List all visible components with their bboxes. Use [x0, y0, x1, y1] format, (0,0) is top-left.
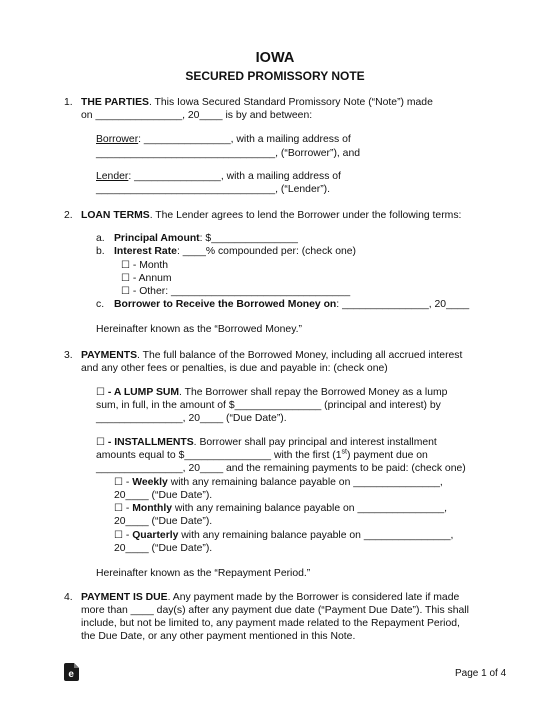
section-2-line-1 [81, 209, 461, 222]
section-2-text-1: . The Lender agrees to lend the Borrower under the following terms: [149, 210, 462, 221]
installments-checkbox-icon[interactable]: ☐ [96, 437, 105, 448]
lump-sum-label: - A LUMP SUM [104, 387, 180, 398]
annum-checkbox-icon[interactable]: ☐ [121, 273, 130, 284]
interest-rate-line [114, 245, 356, 258]
borrower-line-2: _______________________________, (“Borrower”), and [96, 148, 361, 159]
section-3-line-1 [81, 349, 462, 362]
section-3-text-1: . The full balance of the Borrowed Money, including all accrued interest [137, 350, 463, 361]
option-annum-label: - Annum [129, 273, 172, 284]
repayment-period-note: Hereinafter known as the “Repayment Period.” [96, 568, 311, 579]
principal-amount-text: : $_______________ [199, 233, 298, 244]
item-c-prefix: c. [96, 299, 105, 310]
section-3-number: 3. [64, 350, 73, 361]
section-3-line-2: and any other fees or penalties, is due and payable in: (check one) [81, 363, 388, 374]
section-4-heading: PAYMENT IS DUE [81, 592, 168, 603]
monthly-checkbox-icon[interactable]: ☐ [114, 503, 123, 514]
weekly-label: Weekly [132, 477, 168, 488]
monthly-dash: - [122, 503, 133, 514]
installments-line-1[interactable] [96, 436, 437, 449]
installments-text-1: . Borrower shall pay principal and interest installment [193, 437, 437, 448]
section-4-text-1: . Any payment made by the Borrower is considered late if made [167, 592, 460, 603]
receive-date-label: Borrower to Receive the Borrowed Money on [114, 299, 337, 310]
weekly-checkbox-icon[interactable]: ☐ [114, 477, 123, 488]
section-1-heading: THE PARTIES [81, 97, 149, 108]
principal-amount-line [114, 232, 298, 245]
lender-label: Lender [96, 171, 129, 182]
interest-rate-text: : ____% compounded per: (check one) [176, 246, 357, 257]
other-checkbox-icon[interactable]: ☐ [121, 286, 130, 297]
borrowed-money-note: Hereinafter known as the “Borrowed Money.” [96, 324, 302, 335]
section-4-line-1 [81, 591, 459, 604]
quarterly-text: with any remaining balance payable on _______________, [178, 530, 454, 541]
option-other[interactable] [121, 285, 350, 298]
borrower-line-1 [96, 133, 351, 146]
section-3-heading: PAYMENTS [81, 350, 138, 361]
weekly-due-date: 20____ (“Due Date”). [114, 490, 213, 501]
receive-date-line [114, 298, 469, 311]
quarterly-option[interactable] [114, 529, 453, 542]
option-month[interactable] [121, 259, 168, 272]
section-1-number: 1. [64, 97, 73, 108]
borrower-text: : _______________, with a mailing address of [138, 134, 351, 145]
installments-label: - INSTALLMENTS [104, 437, 194, 448]
section-4-number: 4. [64, 592, 73, 603]
item-b-prefix: b. [96, 246, 105, 257]
option-annum[interactable] [121, 272, 172, 285]
lump-sum-text-1: . The Borrower shall repay the Borrowed Money as a lump [179, 387, 448, 398]
quarterly-due-date: 20____ (“Due Date”). [114, 543, 213, 554]
section-4-line-2: more than ____ day(s) after any payment due date (“Payment Due Date”). This shall [81, 605, 469, 616]
lump-sum-line-2: sum, in full, in the amount of $_______________ (principal and interest) by [96, 400, 441, 411]
page-number: Page 1 of 4 [455, 668, 507, 679]
section-1-line-2: on _______________, 20____ is by and between: [81, 110, 313, 121]
section-2-heading: LOAN TERMS [81, 210, 150, 221]
item-a-prefix: a. [96, 233, 105, 244]
section-1-line-1 [81, 96, 433, 109]
installments-line-3: _______________, 20____ and the remaining payments to be paid: (check one) [96, 463, 466, 474]
document-title: SECURED PROMISSORY NOTE [185, 69, 365, 83]
month-checkbox-icon[interactable]: ☐ [121, 260, 130, 271]
lender-line-1 [96, 170, 341, 183]
quarterly-label: Quarterly [132, 530, 179, 541]
lump-sum-line-3: _______________, 20____ (“Due Date”). [96, 413, 287, 424]
section-4-line-4: the Due Date, or any other payment mentioned in this Note. [81, 631, 356, 642]
monthly-due-date: 20____ (“Due Date”). [114, 516, 213, 527]
monthly-text: with any remaining balance payable on _______________, [172, 503, 448, 514]
quarterly-checkbox-icon[interactable]: ☐ [114, 530, 123, 541]
first-superscript: st [341, 448, 347, 456]
lender-line-2: _______________________________, (“Lender”). [96, 184, 330, 195]
monthly-label: Monthly [132, 503, 173, 514]
receive-date-text: : _______________, 20____ [336, 299, 470, 310]
section-1-text-1: . This Iowa Secured Standard Promissory Note (“Note”) made [148, 97, 433, 108]
borrower-label: Borrower [96, 134, 139, 145]
lump-sum-checkbox-icon[interactable]: ☐ [96, 387, 105, 398]
principal-amount-label: Principal Amount [114, 233, 200, 244]
option-month-label: - Month [129, 260, 169, 271]
interest-rate-label: Interest Rate [114, 246, 177, 257]
lender-text: : _______________, with a mailing address of [128, 171, 341, 182]
installments-text-2a: amounts equal to $_______________ with the first (1 [96, 450, 342, 461]
svg-text:e: e [68, 669, 74, 680]
weekly-text: with any remaining balance payable on _______________, [167, 477, 443, 488]
monthly-option[interactable] [114, 502, 447, 515]
weekly-dash: - [122, 477, 133, 488]
section-2-number: 2. [64, 210, 73, 221]
document-state: IOWA [255, 50, 295, 66]
lump-sum-line-1[interactable] [96, 386, 447, 399]
installments-line-2 [96, 449, 428, 462]
installments-text-2b: ) payment due on [346, 450, 428, 461]
option-other-label: - Other: _______________________________ [129, 286, 351, 297]
document-logo-icon [64, 663, 79, 681]
quarterly-dash: - [122, 530, 133, 541]
weekly-option[interactable] [114, 476, 443, 489]
section-4-line-3: include, but not be limited to, any payment made related to the Repayment Period, [81, 618, 460, 629]
